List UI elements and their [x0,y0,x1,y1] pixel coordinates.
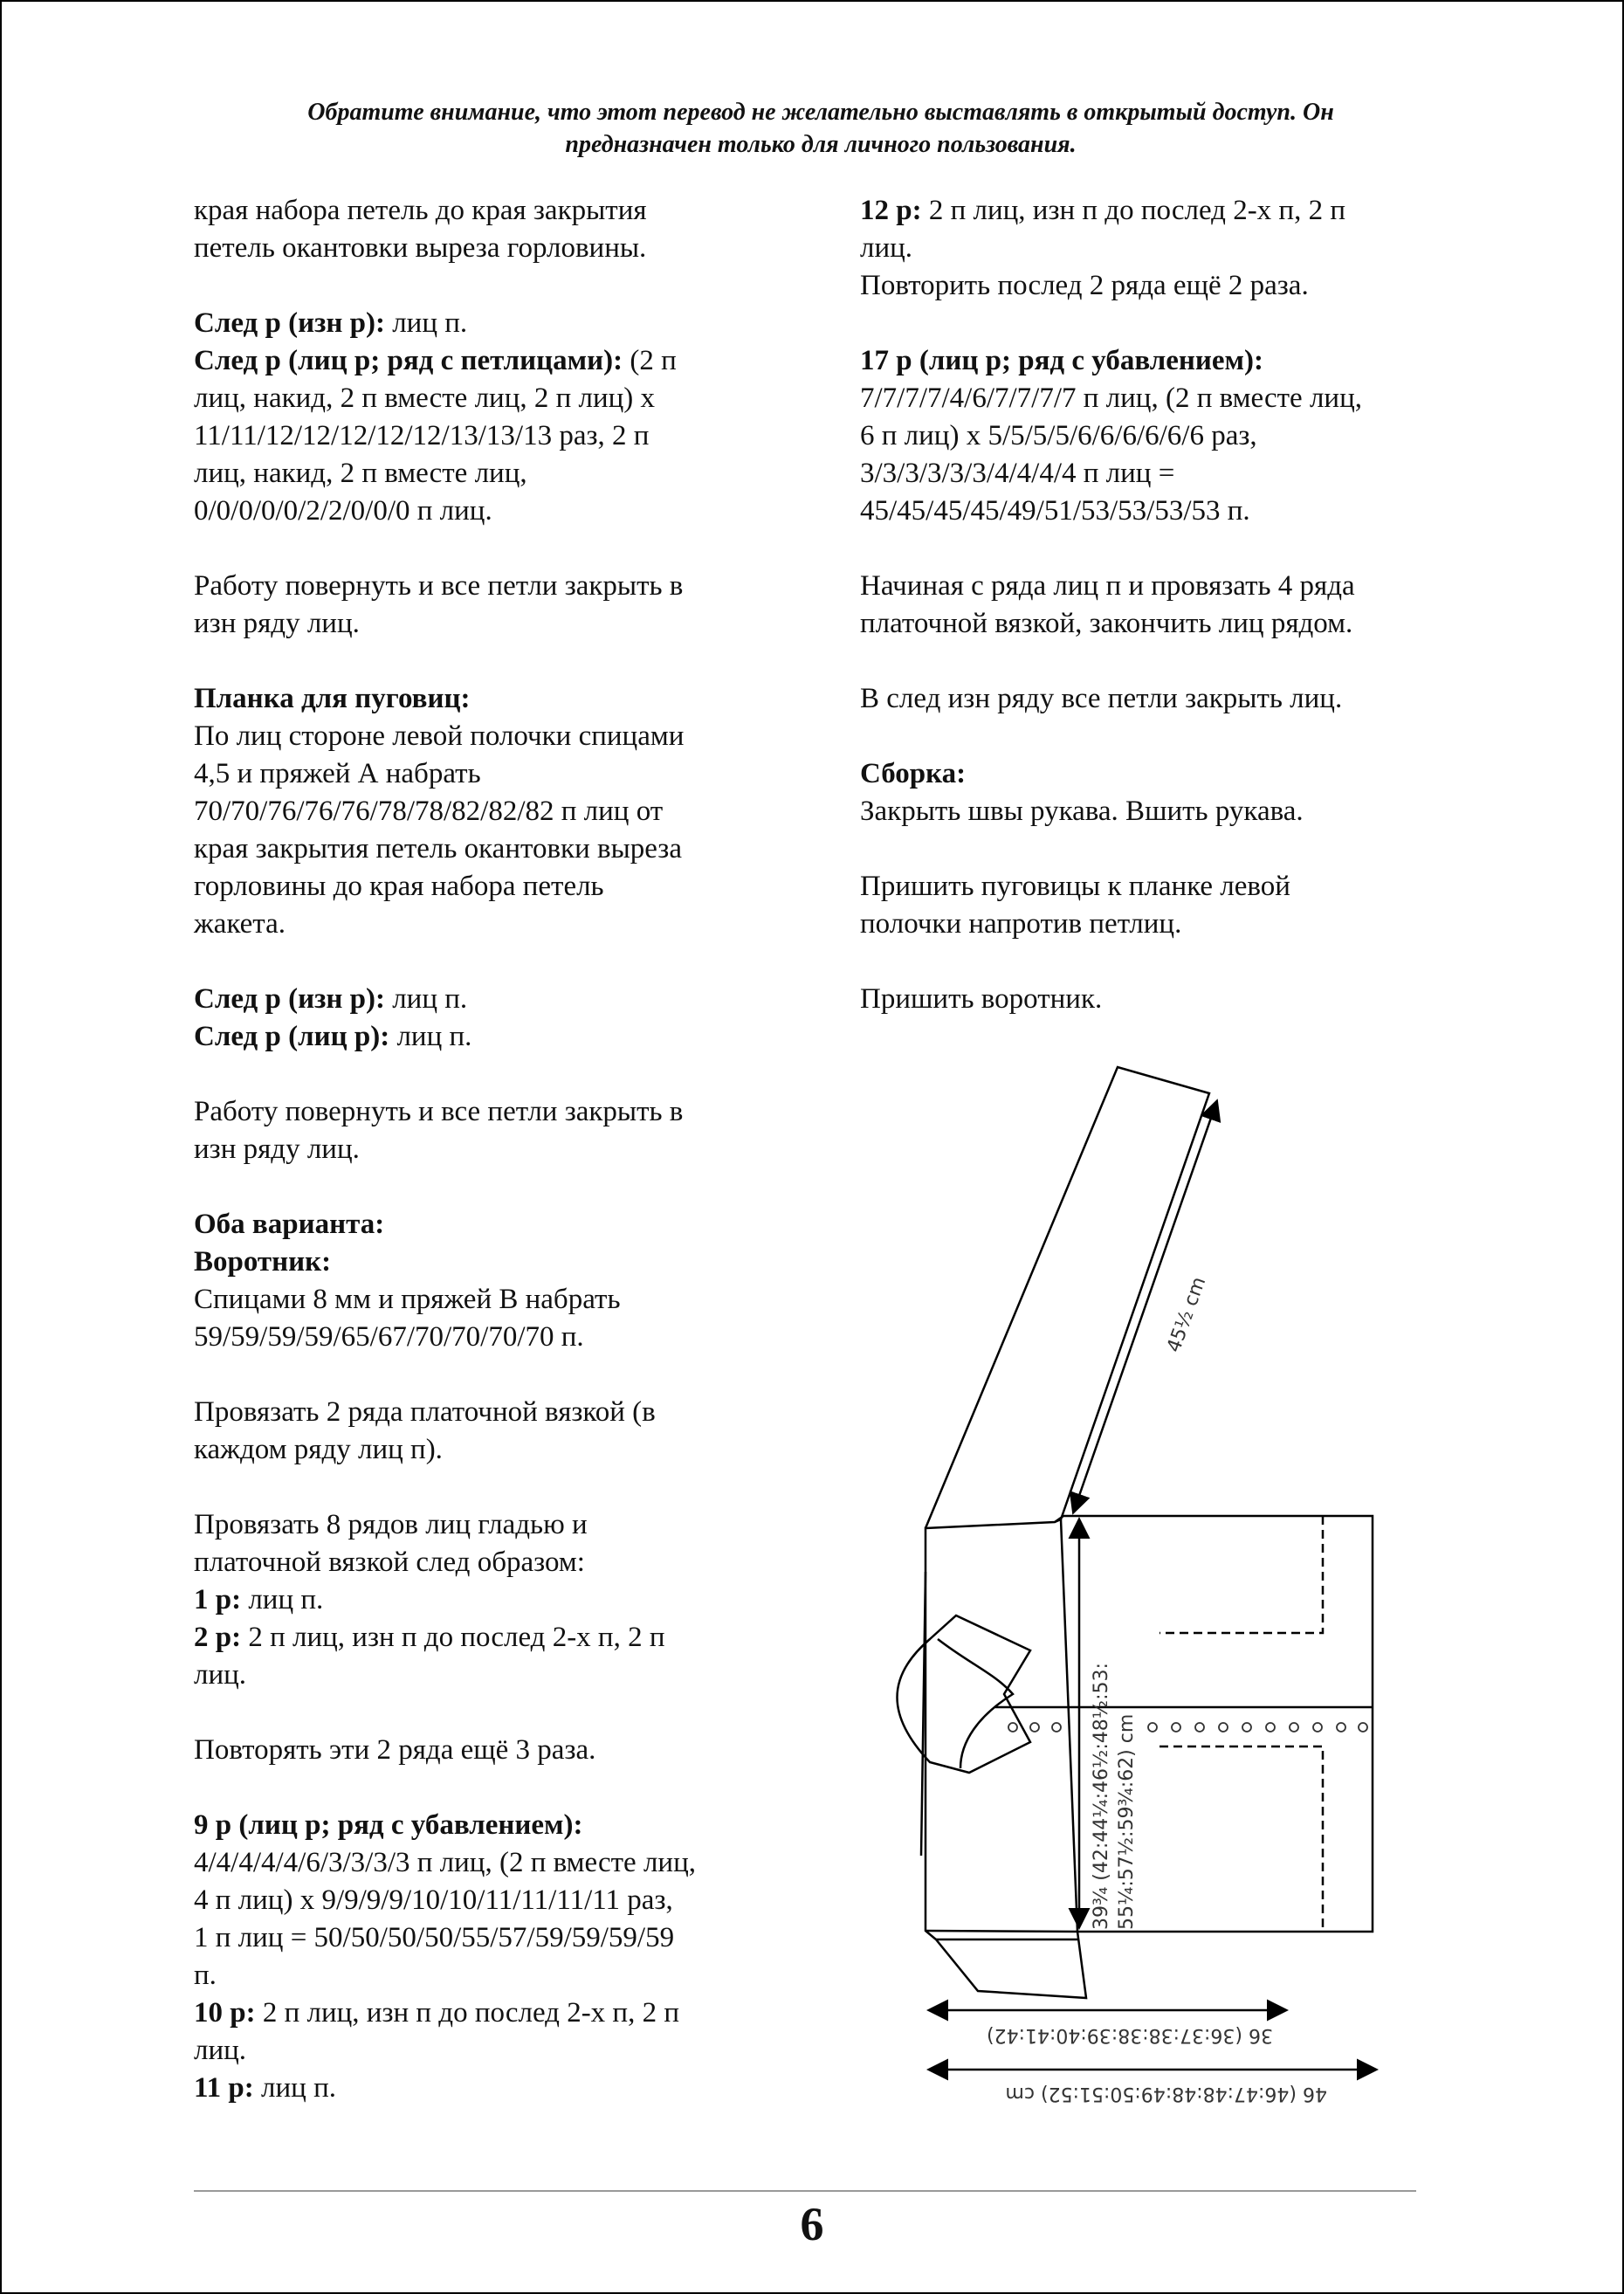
paragraph [194,1093,788,1168]
text-line: жакета. [194,908,286,940]
paragraph [194,1206,788,1356]
paragraph [194,305,788,530]
body-length-label: 39¾ (42:44¼:46½:48½:53: [1091,1663,1112,1930]
text-line [194,342,788,380]
text-line [194,2070,788,2107]
notice-line: предназначен только для личного пользования. [565,131,1077,158]
text-line: изн ряду лиц. [194,608,360,639]
text-line: Работу повернуть и все петли закрыть в [194,1096,684,1127]
paragraph [194,1506,788,1694]
text-line: каждом ряду лиц п). [194,1434,443,1465]
text-line: лиц. [194,2035,247,2066]
sleeve-outline [926,1067,1209,1528]
text-line: лиц. [194,1659,247,1691]
section-heading: Сборка: [860,758,967,789]
section-heading: Воротник: [194,1246,332,1278]
row-heading: След р (лиц р): [194,1021,390,1052]
row-text: лиц п. [384,307,468,339]
text-line: п. [194,1960,217,1991]
row-heading: 10 р: [194,1997,256,2029]
text-line: 6 п лиц) х 5/5/5/5/6/6/6/6/6/6 раз, [860,420,1257,451]
text-line: Провязать 2 ряда платочной вязкой (в [194,1396,656,1428]
text-line: 4,5 и пряжей А набрать [194,758,481,789]
text-line: платочной вязкой, закончить лиц рядом. [860,608,1353,639]
paragraph [860,755,1454,830]
paragraph [194,1807,788,2107]
text-line: Повторить послед 2 ряда ещё 2 раза. [860,270,1309,301]
text-line: Работу повернуть и все петли закрыть в [194,570,684,602]
row-text: 2 п лиц, изн п до послед 2-х п, 2 п [921,195,1346,226]
text-line: 7/7/7/7/4/6/7/7/7/7 п лиц, (2 п вместе лиц, [860,382,1362,414]
text-line: края закрытия петель окантовки выреза [194,833,682,865]
row-heading: 11 р: [194,2072,254,2104]
row-heading: След р (изн р): [194,983,385,1015]
width-label-1: 36 (36:37:38:38:39:40:41:42) [987,2024,1273,2046]
paragraph [194,981,788,1056]
row-text: лиц п. [253,2072,336,2104]
buttonholes [1008,1723,1367,1732]
row-text: лиц п. [384,983,468,1015]
text-line: Спицами 8 мм и пряжей В набрать [194,1284,621,1315]
paragraph [194,568,788,643]
row-text: (2 п [623,345,677,376]
neck-line [1061,1519,1077,1932]
pocket-outline [1160,1516,1323,1633]
text-line: 1 п лиц = 50/50/50/50/55/57/59/59/59/59 [194,1922,675,1953]
paragraph [194,680,788,943]
text-line: Пришить воротник. [860,983,1103,1015]
pocket-outline [1160,1746,1323,1932]
text-line: В след изн ряду все петли закрыть лиц. [860,683,1343,714]
text-line: Пришить пуговицы к планке левой [860,871,1290,902]
section-heading: Оба варианта: [194,1209,385,1240]
paragraph [860,868,1454,943]
body-length-label-2: 55¼:57½:59¾:62) cm [1116,1713,1138,1930]
row-heading: 12 р: [860,195,922,226]
left-column [194,192,788,2145]
row-text: лиц п. [389,1021,472,1052]
notice-line: Обратите внимание, что этот перевод не желательно выставлять в открытый доступ. Он [307,99,1334,126]
paragraph [860,192,1454,305]
text-line [860,192,1454,230]
jacket-schematic [864,1052,1397,2109]
text-line: Начиная с ряда лиц п и провязать 4 ряда [860,570,1355,602]
text-line: 11/11/12/12/12/12/12/13/13/13 раз, 2 п [194,420,650,451]
text-line: изн ряду лиц. [194,1133,360,1165]
text-line: 45/45/45/45/49/51/53/53/53/53 п. [860,495,1250,527]
section-heading: Планка для пуговиц: [194,683,471,714]
paragraph [194,1732,788,1769]
row-heading: След р (лиц р; ряд с петлицами): [194,345,623,376]
paragraph [860,680,1454,718]
right-column [860,192,1454,1056]
collar-inner [938,1639,1013,1768]
text-line [194,1994,788,2032]
text-line: 4 п лиц) х 9/9/9/9/10/10/11/11/11/11 раз, [194,1884,673,1916]
text-line: По лиц стороне левой полочки спицами [194,720,685,752]
row-text: лиц п. [241,1584,324,1615]
text-line: Закрыть швы рукава. Вшить рукава. [860,796,1304,827]
text-line [194,1619,788,1657]
text-line: 4/4/4/4/4/6/3/3/3/3 п лиц, (2 п вместе лиц, [194,1847,696,1878]
footer-divider [194,2190,1416,2192]
width-label-2: 46 (46:47:48:48:49:50:51:52) cm [1005,2083,1327,2105]
body-outline [926,1516,1373,1998]
text-line: края набора петель до края закрытия [194,195,647,226]
text-line: 3/3/3/3/3/3/4/4/4/4 п лиц = [860,458,1175,489]
text-line: лиц, накид, 2 п вместе лиц, [194,458,527,489]
cuff-line [926,1931,1077,1932]
paragraph [194,192,788,267]
text-line: 70/70/76/76/76/78/78/82/82/82 п лиц от [194,796,664,827]
text-line: 0/0/0/0/0/2/2/0/0/0 п лиц. [194,495,492,527]
text-line: лиц. [860,232,913,264]
paragraph [860,981,1454,1018]
paragraph [194,1394,788,1469]
text-line [194,305,788,342]
sleeve-length-label: 45½ cm [1163,1274,1211,1356]
privacy-notice [105,96,1537,161]
text-line [194,981,788,1018]
row-text: 2 п лиц, изн п до послед 2-х п, 2 п [255,1997,680,2029]
page-number: 6 [800,2198,824,2250]
row-heading: След р (изн р): [194,307,385,339]
text-line: полочки напротив петлиц. [860,908,1182,940]
row-heading: 2 р: [194,1622,242,1653]
text-line: горловины до края набора петель [194,871,604,902]
text-line: Повторять эти 2 ряда ещё 3 раза. [194,1734,596,1766]
row-text: 2 п лиц, изн п до послед 2-х п, 2 п [241,1622,665,1653]
text-line [194,1018,788,1056]
text-line: Провязать 8 рядов лиц гладью и [194,1509,588,1540]
row-heading: 1 р: [194,1584,242,1615]
paragraph [860,568,1454,643]
text-line: петель окантовки выреза горловины. [194,232,647,264]
paragraph [860,342,1454,530]
section-heading: 17 р (лиц р; ряд с убавлением): [860,345,1264,376]
text-line: лиц, накид, 2 п вместе лиц, 2 п лиц) х [194,382,656,414]
text-line [194,1581,788,1619]
text-line: 59/59/59/59/65/67/70/70/70/70 п. [194,1321,584,1353]
text-line: платочной вязкой след образом: [194,1547,585,1578]
section-heading: 9 р (лиц р; ряд с убавлением): [194,1809,583,1841]
schematic-diagram [864,1052,1397,2109]
